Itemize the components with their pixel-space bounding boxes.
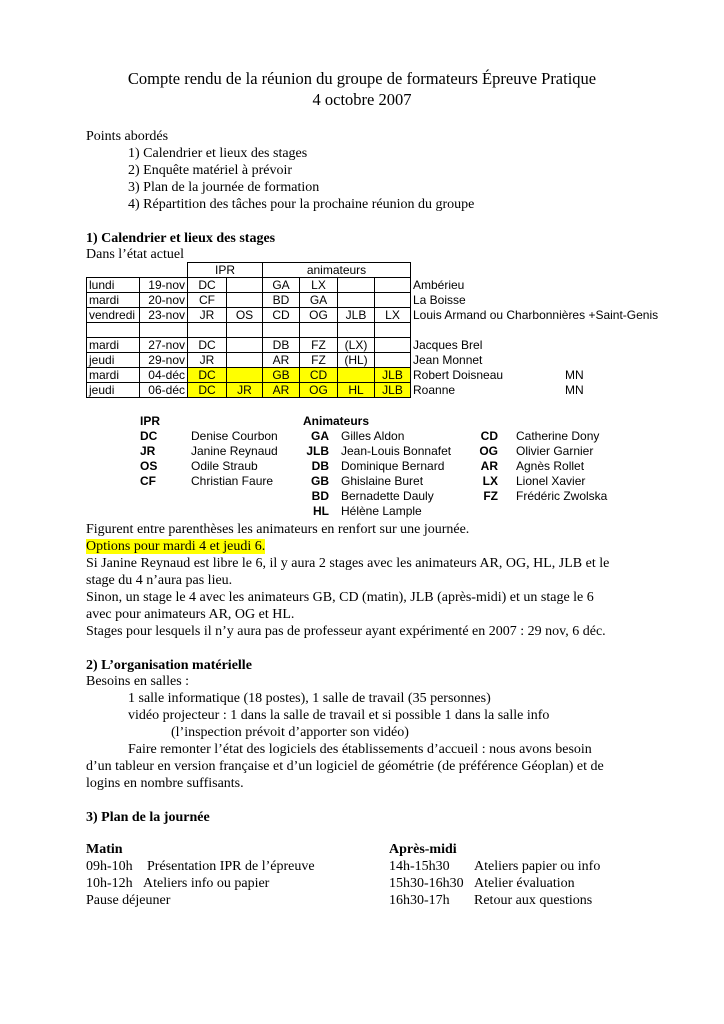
legend-animateur-name: Olivier Garnier <box>516 444 594 458</box>
day-cell: vendredi <box>87 308 140 323</box>
ipr-cell <box>227 323 263 338</box>
place-cell <box>411 278 711 293</box>
place-cell <box>411 368 711 383</box>
point-item: 3) Plan de la journée de formation <box>128 180 320 195</box>
schedule-row <box>87 383 711 398</box>
animateur-cell: HL <box>338 383 375 398</box>
place-cell <box>411 338 711 353</box>
day-cell: lundi <box>87 278 140 293</box>
legend-animateurs-title: Animateurs <box>303 414 370 428</box>
animateur-cell: (LX) <box>338 338 375 353</box>
legend-ipr-code: OS <box>140 459 158 473</box>
schedule-row <box>87 278 711 293</box>
animateur-cell <box>375 293 411 308</box>
apres-label: Atelier évaluation <box>474 876 575 891</box>
ipr-cell: JR <box>188 353 227 368</box>
animateur-cell: FZ <box>300 353 338 368</box>
legend-animateur-name: Catherine Dony <box>516 429 600 443</box>
animateur-cell: LX <box>300 278 338 293</box>
date-cell: 19-nov <box>140 278 188 293</box>
matin-time: Pause déjeuner <box>86 893 171 908</box>
schedule-row <box>87 368 711 383</box>
day-cell: mardi <box>87 293 140 308</box>
animateur-cell: AR <box>263 383 300 398</box>
legend-ipr-code: JR <box>140 444 156 458</box>
animateur-cell: AR <box>263 353 300 368</box>
animateur-cell <box>338 323 375 338</box>
schedule-row <box>87 293 711 308</box>
place-name: Robert Doisneau <box>413 368 504 382</box>
date-cell: 29-nov <box>140 353 188 368</box>
place-cell <box>411 323 711 338</box>
options-highlight: Options pour mardi 4 et jeudi 6. <box>86 539 266 554</box>
legend-ipr-name: Odile Straub <box>191 459 258 473</box>
ipr-cell: JR <box>188 308 227 323</box>
date-cell: 04-déc <box>140 368 188 383</box>
apres-time: 14h-15h30 <box>389 859 450 874</box>
legend-ipr-name: Christian Faure <box>191 474 274 488</box>
ipr-cell <box>227 353 263 368</box>
section2-line: logins en nombre suffisants. <box>86 776 244 791</box>
legend-animateur-name: Lionel Xavier <box>516 474 586 488</box>
apres-label: Retour aux questions <box>474 893 593 908</box>
legend-animateur-code: LX <box>482 474 498 488</box>
place-cell <box>411 308 711 323</box>
points-label: Points abordés <box>86 129 169 144</box>
animateur-cell: DB <box>263 338 300 353</box>
animateur-cell: CD <box>263 308 300 323</box>
place-name: Jean Monnet <box>413 353 483 367</box>
animateur-cell: FZ <box>300 338 338 353</box>
legend-animateur-code: AR <box>480 459 498 473</box>
matin-time: 09h-10h <box>86 859 133 874</box>
section1-title: 1) Calendrier et lieux des stages <box>86 231 276 246</box>
date-cell: 27-nov <box>140 338 188 353</box>
matin-label: Présentation IPR de l’épreuve <box>147 859 315 874</box>
ipr-cell <box>227 278 263 293</box>
apres-time: 16h30-17h <box>389 893 450 908</box>
legend-animateur-code: GB <box>311 474 329 488</box>
matin-title: Matin <box>86 842 123 857</box>
document-title-line2: 4 octobre 2007 <box>312 90 412 109</box>
day-cell: jeudi <box>87 353 140 368</box>
legend-ipr-code: DC <box>140 429 158 443</box>
paragraph-option-b-line2: avec pour animateurs AR, OG et HL. <box>86 607 295 622</box>
paragraph-option-b-line1: Sinon, un stage le 4 avec les animateurs GB, CD (matin), JLB (après-midi) et un stage le 6 <box>86 590 594 605</box>
ipr-cell <box>227 338 263 353</box>
animateur-cell <box>263 323 300 338</box>
paragraph-option-a-line1: Si Janine Reynaud est libre le 6, il y aura 2 stages avec les animateurs AR, OG, HL, JLB et le <box>86 556 610 571</box>
animateur-cell: CD <box>300 368 338 383</box>
legend-animateur-code: HL <box>313 504 329 518</box>
document-title-line1: Compte rendu de la réunion du groupe de formateurs Épreuve Pratique <box>127 69 597 88</box>
legend-ipr-title: IPR <box>140 414 161 428</box>
paragraph-option-a-line2: stage du 4 n’aura pas lieu. <box>86 573 233 588</box>
animateur-cell: JLB <box>375 383 411 398</box>
place-cell <box>411 293 711 308</box>
legend-ipr-name: Janine Reynaud <box>191 444 278 458</box>
matin-label: Ateliers info ou papier <box>143 876 270 891</box>
section2-title: 2) L’organisation matérielle <box>86 658 252 673</box>
animateur-cell: JLB <box>375 368 411 383</box>
apres-midi-title: Après-midi <box>389 842 457 857</box>
place-note: MN <box>565 368 584 382</box>
animateur-cell: GA <box>263 278 300 293</box>
schedule-row <box>87 338 711 353</box>
legend-animateur-name: Jean-Louis Bonnafet <box>341 444 452 458</box>
legend-animateur-code: CD <box>480 429 498 443</box>
legend-animateur-name: Hélène Lample <box>341 504 422 518</box>
legend-animateur-code: FZ <box>483 489 498 503</box>
section3-title: 3) Plan de la journée <box>86 810 210 825</box>
ipr-cell <box>227 368 263 383</box>
schedule-table <box>86 262 711 398</box>
legend-animateur-code: GA <box>311 429 329 443</box>
animateur-cell <box>300 323 338 338</box>
ipr-column-header: IPR <box>188 263 263 278</box>
schedule-row <box>87 308 711 323</box>
legend-ipr-code: CF <box>140 474 156 488</box>
matin-time: 10h-12h <box>86 876 133 891</box>
animateur-cell <box>375 338 411 353</box>
animateur-cell: JLB <box>338 308 375 323</box>
legend-animateur-code: DB <box>311 459 329 473</box>
ipr-cell: DC <box>188 368 227 383</box>
animateur-cell <box>338 278 375 293</box>
ipr-cell: DC <box>188 338 227 353</box>
date-cell: 06-déc <box>140 383 188 398</box>
ipr-cell <box>227 293 263 308</box>
section2-line: Besoins en salles : <box>86 674 190 689</box>
schedule-row <box>87 353 711 368</box>
date-cell: 23-nov <box>140 308 188 323</box>
point-item: 1) Calendrier et lieux des stages <box>128 146 308 161</box>
animateur-cell: GA <box>300 293 338 308</box>
section2-line: vidéo projecteur : 1 dans la salle de travail et si possible 1 dans la salle info <box>128 708 550 723</box>
schedule-row <box>87 323 711 338</box>
animateur-cell: OG <box>300 308 338 323</box>
day-cell: mardi <box>87 368 140 383</box>
animateur-cell <box>338 368 375 383</box>
paragraph-renfort: Figurent entre parenthèses les animateurs en renfort sur une journée. <box>86 522 470 537</box>
ipr-cell: DC <box>188 278 227 293</box>
legend-ipr-name: Denise Courbon <box>191 429 278 443</box>
legend-animateur-name: Agnès Rollet <box>516 459 585 473</box>
place-note: MN <box>565 383 584 397</box>
place-name: Jacques Brel <box>413 338 483 352</box>
day-cell: jeudi <box>87 383 140 398</box>
section2-line: 1 salle informatique (18 postes), 1 salle de travail (35 personnes) <box>128 691 491 706</box>
animateur-cell: (HL) <box>338 353 375 368</box>
legend-animateur-name: Bernadette Dauly <box>341 489 434 503</box>
place-name: Ambérieu <box>413 278 465 292</box>
place-name: La Boisse <box>413 293 466 307</box>
legend-animateur-code: OG <box>479 444 498 458</box>
point-item: 4) Répartition des tâches pour la prochaine réunion du groupe <box>128 197 475 212</box>
animateur-cell: BD <box>263 293 300 308</box>
animateur-cell <box>375 278 411 293</box>
section2-line: Faire remonter l’état des logiciels des établissements d’accueil : nous avons besoin <box>128 742 592 757</box>
place-name: Roanne <box>413 383 456 397</box>
date-cell <box>140 323 188 338</box>
legend-animateur-name: Ghislaine Buret <box>341 474 424 488</box>
section2-line: d’un tableur en version française et d’un logiciel de géométrie (de préférence Géoplan) et de <box>86 759 604 774</box>
place-cell <box>411 383 711 398</box>
animateurs-column-header: animateurs <box>263 263 411 278</box>
section2-line: (l’inspection prévoit d’apporter son vidéo) <box>171 725 409 740</box>
animateur-cell <box>338 293 375 308</box>
ipr-cell: OS <box>227 308 263 323</box>
place-name: Louis Armand ou Charbonnières +Saint-Genis <box>413 308 659 322</box>
legend-animateur-code: JLB <box>306 444 329 458</box>
ipr-cell: CF <box>188 293 227 308</box>
ipr-cell: DC <box>188 383 227 398</box>
day-cell <box>87 323 140 338</box>
apres-label: Ateliers papier ou info <box>474 859 601 874</box>
animateur-cell: GB <box>263 368 300 383</box>
place-cell <box>411 353 711 368</box>
animateur-cell <box>375 353 411 368</box>
day-cell: mardi <box>87 338 140 353</box>
apres-time: 15h30-16h30 <box>389 876 464 891</box>
date-cell: 20-nov <box>140 293 188 308</box>
legend-animateur-name: Gilles Aldon <box>341 429 405 443</box>
animateur-cell: OG <box>300 383 338 398</box>
section1-subtitle: Dans l’état actuel <box>86 247 184 262</box>
paragraph-no-teacher: Stages pour lesquels il n’y aura pas de professeur ayant expérimenté en 2007 : 29 nov, 6 déc. <box>86 624 606 639</box>
ipr-cell: JR <box>227 383 263 398</box>
legend-animateur-name: Dominique Bernard <box>341 459 445 473</box>
animateur-cell: LX <box>375 308 411 323</box>
animateur-cell <box>375 323 411 338</box>
ipr-cell <box>188 323 227 338</box>
legend-animateur-code: BD <box>311 489 329 503</box>
point-item: 2) Enquête matériel à prévoir <box>128 163 293 178</box>
legend-animateur-name: Frédéric Zwolska <box>516 489 608 503</box>
